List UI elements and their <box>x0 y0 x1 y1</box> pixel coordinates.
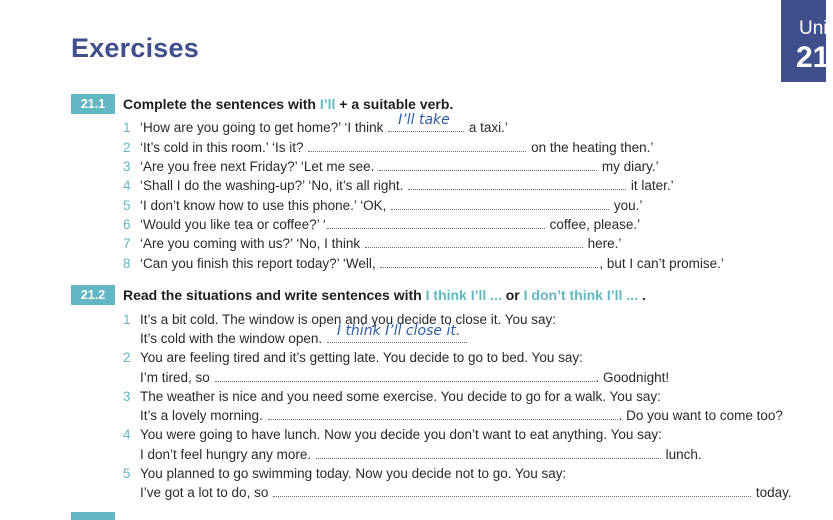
answer-blank[interactable] <box>408 177 626 190</box>
exercise-item: 5 ‘I don’t know how to use this phone.’ ‘OK, you.’ <box>123 198 643 213</box>
response-line: I’m tired, so . Goodnight! <box>140 370 670 385</box>
handwritten-answer: I think I’ll close it. <box>336 323 461 339</box>
exercise-item: 3 ‘Are you free next Friday?’ ‘Let me see. my diary.’ <box>123 159 659 174</box>
unit-tab <box>781 0 833 82</box>
response-line: It’s cold with the window open. I think I’ll close it. <box>140 329 468 348</box>
answer-blank[interactable] <box>273 484 751 497</box>
exercise-instruction: Complete the sentences with I’ll + a suitable verb. <box>123 96 454 112</box>
answer-blank[interactable] <box>327 323 467 343</box>
exercise-number-badge: 21.2 <box>71 285 115 305</box>
answer-blank[interactable] <box>268 407 618 420</box>
handwritten-answer: I’ll take <box>398 112 450 128</box>
response-line: I’ve got a lot to do, so today. <box>140 485 792 500</box>
answer-blank[interactable] <box>316 446 661 459</box>
answer-blank[interactable] <box>388 112 464 132</box>
answer-blank[interactable] <box>365 235 583 248</box>
answer-blank[interactable] <box>391 197 609 210</box>
exercise-number-badge: 21.1 <box>71 94 115 114</box>
response-line: I don’t feel hungry any more. lunch. <box>140 447 702 462</box>
situation-text: 5 You planned to go swimming today. Now you decide not to go. You say: <box>123 466 567 481</box>
situation-text: 4 You were going to have lunch. Now you decide you don’t want to eat anything. You say: <box>123 427 662 442</box>
situation-text: 2 You are feeling tired and it’s getting late. You decide to go to bed. You say: <box>123 350 583 365</box>
response-line: It’s a lovely morning. . Do you want to come too? <box>140 408 783 423</box>
exercise-item: 4 ‘Shall I do the washing-up?’ ‘No, it’s all right. it later.’ <box>123 178 674 193</box>
answer-blank[interactable] <box>215 369 595 382</box>
exercise-item: 2 ‘It’s cold in this room.’ ‘Is it? on the heating then.’ <box>123 140 654 155</box>
exercise-instruction: Read the situations and write sentences with I think I’ll ... or I don’t think I’ll ... . <box>123 287 646 303</box>
answer-blank[interactable] <box>327 216 545 229</box>
answer-blank[interactable] <box>308 139 526 152</box>
exercise-item: 6 ‘Would you like tea or coffee?’ ‘ coffee, please.’ <box>123 217 641 232</box>
page-title: Exercises <box>71 33 199 63</box>
answer-blank[interactable] <box>380 255 598 268</box>
answer-blank[interactable] <box>379 158 597 171</box>
next-exercise-badge-edge <box>71 512 115 520</box>
unit-number: 21 <box>796 41 830 74</box>
exercise-item: 7 ‘Are you coming with us?’ ‘No, I think here.’ <box>123 236 622 251</box>
exercise-item: 8 ‘Can you finish this report today?’ ‘Well, , but I can’t promise.’ <box>123 256 724 271</box>
unit-label: Unit <box>799 18 833 39</box>
situation-text: 3 The weather is nice and you need some exercise. You decide to go for a walk. You say: <box>123 389 661 404</box>
situation-text: 1 It’s a bit cold. The window is open and you decide to close it. You say: <box>123 312 557 327</box>
exercise-item: 1 ‘How are you going to get home?’ ‘I think I’ll take a taxi.’ <box>123 112 508 135</box>
